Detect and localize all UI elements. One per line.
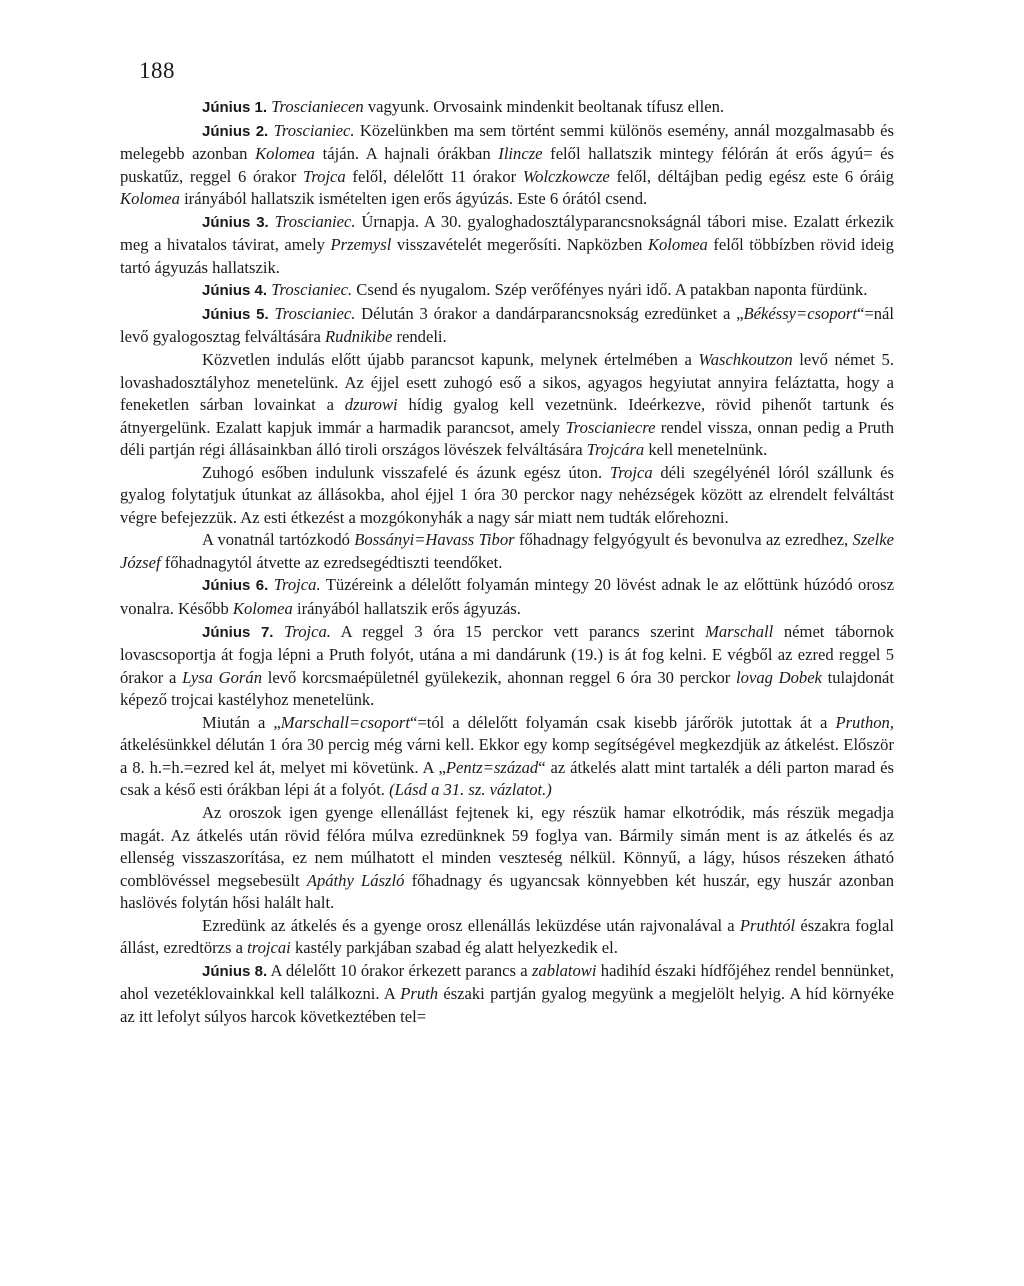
paragraph <box>120 915 894 960</box>
text-run: levő német 5. lovashadosztályhoz menetelünk. Az éjjel esett zuhogó eső a sikos, agyagos hegyiutat annyira feláztatta, hogy a feneketlen sárban lovainkat a <box>120 350 894 415</box>
text-run: Közelünkben ma sem történt semmi különös esemény, annál mozgalmasabb és melegebb azonban <box>120 120 894 164</box>
text-run: vagyunk. Orvosaink mindenkit beoltanak tífusz ellen. <box>363 97 725 116</box>
text-run: levő korcsmaépületnél gyülekezik, ahonnan reggel 6 óra 30 perckor <box>262 667 737 687</box>
text-run: A vonatnál tartózkodó <box>202 530 355 550</box>
text-run: rendeli. <box>392 327 447 347</box>
italic-name: trojcai <box>247 938 291 958</box>
italic-name: Przemysl <box>330 235 392 255</box>
italic-name: Rudnikibe <box>325 327 393 347</box>
italic-name: Bossányi=Havass Tibor <box>354 530 515 550</box>
text-run: “=nál levő gyalogosztag felváltására <box>120 303 894 347</box>
body-text <box>120 96 894 1028</box>
text-run: Délután 3 órakor a dandárparancsnokság ezredünket a „ <box>355 303 744 323</box>
italic-name: lovag Dobek <box>736 667 822 687</box>
text-run: átkelésünkkel délután 1 óra 30 percig még várni kell. Ekkor egy komp segítségével megkezdjük az átkelést. Először a 8. h.=h.=ezred kel át, melyet mi követünk. A „ <box>120 735 894 777</box>
paragraph <box>120 211 894 280</box>
text-run: tulajdonát képező trojcai kastélyhoz menetelünk. <box>120 667 895 710</box>
italic-name: Pruthon, <box>835 712 894 732</box>
italic-name: Lysa Gorán <box>182 667 262 687</box>
italic-name: (Lásd a 31. sz. vázlatot.) <box>389 780 552 800</box>
date-heading: Június 1. <box>202 99 268 116</box>
italic-name: Trojca. <box>284 621 331 641</box>
date-heading: Június 6. <box>202 577 269 595</box>
italic-name: Szelke József <box>120 530 894 572</box>
italic-name: Troscianiec. <box>274 211 356 231</box>
italic-name: Pruthtól <box>739 915 796 935</box>
italic-name: Wolczkowcze <box>522 166 610 186</box>
italic-name: Troscianiecre <box>565 417 656 437</box>
date-heading: Június 3. <box>202 213 269 231</box>
text-run: Az oroszok igen gyenge ellenállást fejtenek ki, egy részük hamar elkotródik, más részük megadja magát. Az átkelés után rövid félóra múlva ezredünknek 59 foglya van. Bármily simán ment is az átkelés és az ellenség visszaszorítása, ez nem múlhatott el minden veszteség nélkül. Könnyű, a lágy, húsos részeken átható comblövéssel megsebesült <box>120 802 894 890</box>
text-run: táján. A hajnali órákban <box>314 144 499 164</box>
paragraph <box>120 279 894 303</box>
paragraph <box>120 120 894 211</box>
italic-name: Trojca. <box>273 575 321 595</box>
italic-name: Pruth <box>400 984 439 1004</box>
paragraph <box>120 802 894 915</box>
text-run: “ az átkelés alatt mint tartalék a déli parton marad és csak a késő esti órákban lépi át a folyót. <box>120 757 894 800</box>
text-run: irányából hallatszik erős ágyuzás. <box>292 599 521 619</box>
paragraph <box>120 96 894 120</box>
page-number: 188 <box>139 58 175 83</box>
italic-name: Kolomea <box>647 235 708 255</box>
text-run: felől, délelőtt 11 órakor <box>345 166 523 186</box>
italic-name: dzurowi <box>344 395 398 415</box>
italic-name: Kolomea <box>232 599 293 619</box>
date-heading: Június 4. <box>202 282 268 300</box>
text-run: Közvetlen indulás előtt újabb parancsot kapunk, melynek értelmében a <box>202 350 699 370</box>
paragraph <box>120 349 894 462</box>
date-heading: Június 8. <box>202 962 268 980</box>
paragraph <box>120 462 894 530</box>
text-run: déli szegélyénél lóról szállunk és gyalog folytatjuk útunkat az állásokba, ahol éjjel 1 óra 30 perckor nagy nehézségek között az elrendelt felváltást végre befejezzük. Az esti étkezést a mozgókonyhák a nagy sár miatt nem tudták előrehozni. <box>120 462 895 527</box>
italic-name: zablatowi <box>531 960 597 980</box>
paragraph <box>120 529 894 574</box>
text-run: A reggel 3 óra 15 perckor vett parancs szerint <box>330 621 706 641</box>
italic-name: Trojcára <box>586 440 645 460</box>
text-run: felől, déltájban pedig egész este 6 óráig <box>609 166 894 186</box>
text-run: Zuhogó esőben indulunk visszafelé és ázunk egész úton. <box>202 462 610 482</box>
italic-name: Ilincze <box>498 144 543 164</box>
date-heading: Június 5. <box>202 305 269 323</box>
italic-name: Trojca <box>609 462 653 482</box>
text-run: német tábornok lovascsoportja át fogja lépni a Pruth folyót, utána a mi dandárunk (19.) is át fog kelni. E végből az ezred reggel 5 órakor a <box>120 621 895 687</box>
text-run: főhadnagy és ugyancsak könnyebben két huszár, egy huszár azonban haslövés folytán hősi halált halt. <box>120 870 895 913</box>
text-run: Csend és nyugalom. Szép verőfényes nyári idő. A patakban naponta fürdünk. <box>352 280 868 300</box>
paragraph <box>120 621 894 712</box>
text-run: főhadnagy felgyógyult és bevonulva az ezredhez, <box>514 530 853 550</box>
text-run: kell menetelnünk. <box>644 440 768 460</box>
italic-name: Pentz=század <box>445 757 539 777</box>
text-run: Ezredünk az átkelés és a gyenge orosz ellenállás leküzdése után rajvonalával a <box>202 915 740 935</box>
text-run: hadihíd északi hídfőjéhez rendel bennünket, ahol vezetéklovainkkal kell találkozni. A <box>120 960 894 1004</box>
text-run: kastély parkjában szabad ég alatt helyezkedik el. <box>290 938 618 958</box>
italic-name: Troscianiec. <box>274 303 356 323</box>
italic-name: Marschall <box>705 621 774 641</box>
text-run: északi partján gyalog megyünk a megjelölt helyig. A híd környéke az itt lefolyt súlyos harcok következtében tel= <box>120 984 894 1026</box>
italic-name: Troscianiecen <box>271 97 364 116</box>
italic-name: Békéssy=csoport <box>743 303 857 323</box>
text-run: irányából hallatszik ismételten igen erős ágyúzás. Este 6 órától csend. <box>179 189 648 209</box>
italic-name: Apáthy László <box>306 870 405 890</box>
paragraph <box>120 574 894 620</box>
date-heading: Június 7. <box>202 623 274 641</box>
text-run: Tüzéreink a délelőtt folyamán mintegy 20 lövést adnak le az előttünk húzódó orosz vonalra. Később <box>120 575 894 619</box>
paragraph <box>120 960 894 1029</box>
italic-name: Troscianiec. <box>273 120 355 140</box>
italic-name: Marschall=csoport <box>280 712 410 732</box>
italic-name: Kolomea <box>120 189 180 209</box>
text-run: rendel vissza, onnan pedig a Pruth déli partján régi állásainkban álló tiroli országos lövészek felváltására <box>120 417 894 460</box>
text-run: A délelőtt 10 órakor érkezett parancs a <box>267 960 532 980</box>
text-run: északra foglal állást, ezredtörzs a <box>120 915 894 958</box>
paragraph <box>120 303 894 349</box>
text-run: “=tól a délelőtt folyamán csak kisebb járőrök jutottak át a <box>410 712 836 732</box>
text-run: felől hallatszik mintegy félórán át erős ágyú= és puskatűz, reggel 6 órakor <box>120 144 895 186</box>
text-run: Miután a „ <box>202 712 281 732</box>
text-run: hídig gyalog kell vezetnünk. Ideérkezve, rövid pihenőt tartunk és átnyergelünk. Ezalatt kapjuk immár a harmadik parancsot, amely <box>120 395 894 437</box>
italic-name: Waschkoutzon <box>698 350 793 370</box>
text-run: főhadnagytól átvette az ezredsegédtiszti teendőket. <box>160 552 503 572</box>
italic-name: Trojca <box>303 166 346 186</box>
text-run: felől többízben rövid ideig tartó ágyuzás hallatszik. <box>120 235 894 277</box>
text-run: visszavételét megerősíti. Napközben <box>391 235 648 255</box>
date-heading: Június 2. <box>202 122 269 140</box>
italic-name: Kolomea <box>255 144 315 164</box>
text-run: Úrnapja. A 30. gyaloghadosztályparancsnokságnál tábori mise. Ezalatt érkezik meg a hivatalos távirat, amely <box>120 211 894 255</box>
paragraph <box>120 712 894 802</box>
text-run <box>273 622 284 641</box>
italic-name: Troscianiec. <box>271 280 353 300</box>
